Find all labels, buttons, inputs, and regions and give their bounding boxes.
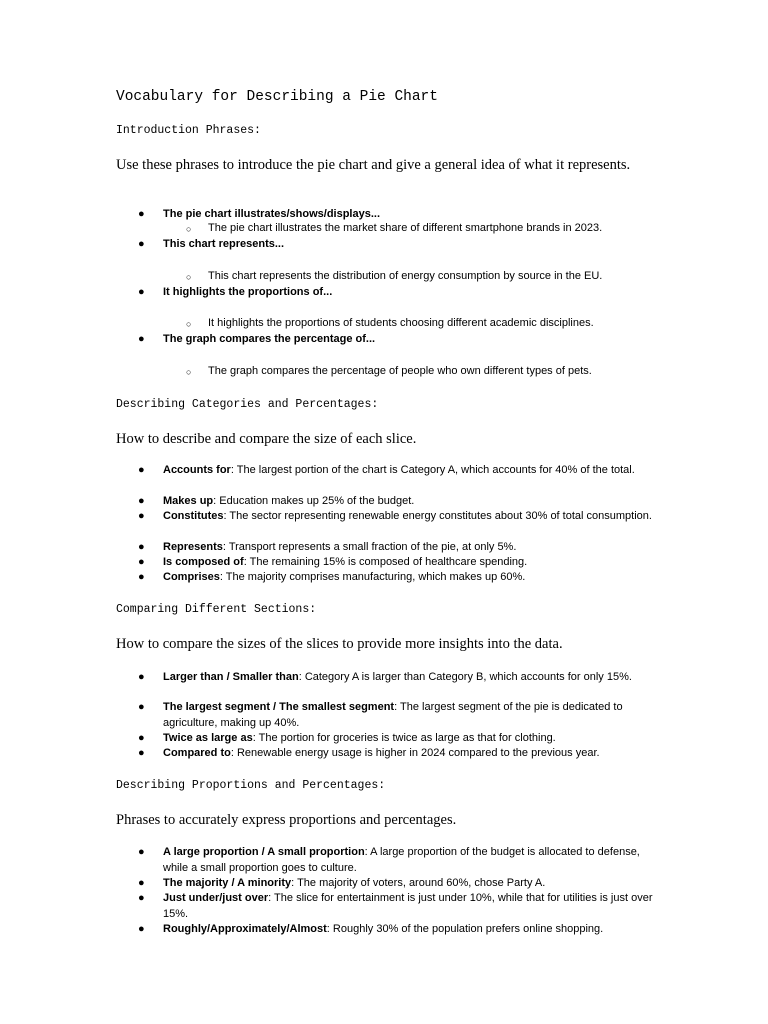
term-description: : The remaining 15% is composed of healthcare spending. (243, 556, 528, 568)
term-description: : The largest portion of the chart is Category A, which accounts for 40% of the total. (230, 464, 635, 476)
example-text: The pie chart illustrates the market share of different smartphone brands in 2023. (208, 222, 603, 234)
term-label: Roughly/Approximately/Almost (163, 923, 327, 935)
bullet-icon: ● (138, 571, 145, 583)
term-description: : The slice for entertainment is just under 10%, while that for utilities is just over 15%. (163, 892, 653, 920)
section-heading-introduction: Introduction Phrases: (116, 124, 261, 137)
term-label: Twice as large as (163, 732, 253, 744)
document-title: Vocabulary for Describing a Pie Chart (116, 89, 438, 105)
phrase-label: This chart represents... (163, 238, 285, 250)
term-label: Accounts for (163, 464, 231, 476)
section-heading-comparing: Comparing Different Sections: (116, 603, 317, 616)
term-label: Comprises (163, 571, 220, 583)
term-description: : Education makes up 25% of the budget. (213, 495, 415, 507)
example-text: The graph compares the percentage of people who own different types of pets. (208, 365, 592, 377)
bullet-icon: ● (138, 556, 145, 568)
bullet-icon: ● (138, 333, 145, 345)
example-text: This chart represents the distribution of energy consumption by source in the EU. (208, 270, 603, 282)
bullet-icon: ● (138, 846, 145, 858)
section-heading-proportions: Describing Proportions and Percentages: (116, 779, 386, 792)
section-intro-comparing: How to compare the sizes of the slices to provide more insights into the data. (116, 636, 563, 652)
term-label: The largest segment / The smallest segment (163, 701, 395, 713)
circle-bullet-icon: ○ (186, 224, 192, 234)
bullet-icon: ● (138, 747, 145, 759)
bullet-icon: ● (138, 732, 145, 744)
term-label: The majority / A minority (163, 877, 292, 889)
phrase-label: It highlights the proportions of... (163, 286, 333, 298)
term-label: Is composed of (163, 556, 244, 568)
term-description: : Renewable energy usage is higher in 2024 compared to the previous year. (230, 747, 600, 759)
section-heading-categories: Describing Categories and Percentages: (116, 398, 379, 411)
term-description: : The sector representing renewable energy constitutes about 30% of total consumption. (223, 510, 652, 522)
term-description: : Roughly 30% of the population prefers online shopping. (326, 923, 604, 935)
bullet-icon: ● (138, 892, 145, 904)
bullet-icon: ● (138, 671, 145, 683)
bullet-icon: ● (138, 510, 145, 522)
term-label: A large proportion / A small proportion (163, 846, 365, 858)
bullet-icon: ● (138, 238, 145, 250)
bullet-icon: ● (138, 701, 145, 713)
bullet-icon: ● (138, 286, 145, 298)
phrase-label: The pie chart illustrates/shows/displays... (163, 208, 381, 220)
bullet-icon: ● (138, 495, 145, 507)
term-description: : Transport represents a small fraction of the pie, at only 5%. (222, 541, 517, 553)
section-intro-introduction: Use these phrases to introduce the pie chart and give a general idea of what it represents. (116, 157, 631, 173)
term-description: : The majority of voters, around 60%, chose Party A. (291, 877, 546, 889)
circle-bullet-icon: ○ (186, 272, 192, 282)
bullet-icon: ● (138, 464, 145, 476)
term-description: : The largest segment of the pie is dedicated to agriculture, making up 40%. (163, 701, 623, 729)
term-description: : The majority comprises manufacturing, which makes up 60%. (219, 571, 526, 583)
circle-bullet-icon: ○ (186, 319, 192, 329)
bullet-icon: ● (138, 923, 145, 935)
section-intro-proportions: Phrases to accurately express proportions and percentages. (116, 812, 457, 828)
term-label: Just under/just over (163, 892, 269, 904)
term-description: : The portion for groceries is twice as large as that for clothing. (252, 732, 556, 744)
term-description: : A large proportion of the budget is allocated to defense, while a small proportion goes to culture. (163, 846, 640, 874)
term-label: Larger than / Smaller than (163, 671, 299, 683)
term-label: Constitutes (163, 510, 224, 522)
phrase-label: The graph compares the percentage of... (163, 333, 376, 345)
section-intro-categories: How to describe and compare the size of each slice. (116, 431, 417, 447)
circle-bullet-icon: ○ (186, 367, 192, 377)
bullet-icon: ● (138, 541, 145, 553)
term-label: Makes up (163, 495, 214, 507)
term-description: : Category A is larger than Category B, which accounts for only 15%. (298, 671, 632, 683)
term-label: Compared to (163, 747, 231, 759)
bullet-icon: ● (138, 877, 145, 889)
example-text: It highlights the proportions of students choosing different academic disciplines. (208, 317, 594, 329)
bullet-icon: ● (138, 208, 145, 220)
term-label: Represents (163, 541, 223, 553)
